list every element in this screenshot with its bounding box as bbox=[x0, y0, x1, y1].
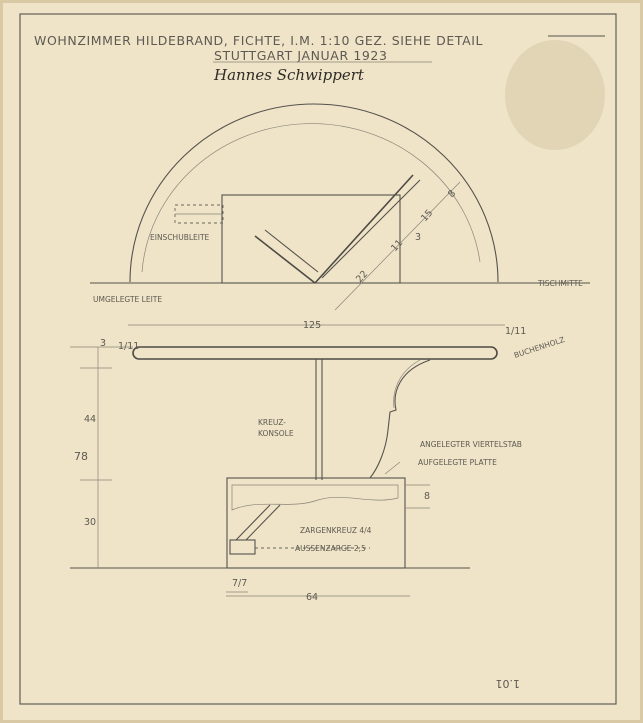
dim-8-plate: 8 bbox=[424, 491, 431, 502]
dim-3-top: 3 bbox=[100, 338, 107, 349]
title-line-1: WOHNZIMMER HILDEBRAND, FICHTE, I.M. 1:10 GEZ. SIEHE DETAIL bbox=[34, 33, 484, 48]
dim-1-11-left: 1/11 bbox=[118, 341, 140, 352]
dim-64: 64 bbox=[306, 592, 319, 603]
label-viertelstab: ANGELEGTER VIERTELSTAB bbox=[420, 440, 522, 449]
dim-8: 8 bbox=[446, 188, 459, 201]
label-umgelegte-leiste: UMGELEGTE LEITE bbox=[93, 295, 163, 304]
dim-44: 44 bbox=[84, 414, 97, 425]
dim-78: 78 bbox=[74, 450, 88, 463]
label-aussenzarge: AUSSENZARGE 2,5 bbox=[295, 544, 366, 553]
label-kreuz-1: KREUZ- bbox=[258, 418, 286, 427]
label-buchenholz: BUCHENHOLZ bbox=[512, 335, 566, 360]
dim-3: 3 bbox=[415, 232, 422, 243]
signature: Hannes Schwippert bbox=[214, 66, 364, 84]
dim-125: 125 bbox=[303, 320, 322, 331]
label-einschubleiste: EINSCHUBLEITE bbox=[150, 233, 210, 242]
label-tischmitte: TISCHMITTE bbox=[538, 279, 583, 288]
paper-stain bbox=[505, 40, 605, 150]
dim-15: 15 bbox=[419, 207, 436, 225]
label-kreuz-2: KONSOLE bbox=[258, 429, 294, 438]
dim-30: 30 bbox=[84, 517, 97, 528]
dim-11: 11 bbox=[389, 237, 406, 255]
sheet-number: 1.01 bbox=[495, 677, 520, 690]
dim-22: 22 bbox=[354, 268, 371, 286]
title-line-2: STUTTGART JANUAR 1923 bbox=[214, 48, 388, 63]
dim-1-11-right: 1/11 bbox=[505, 326, 527, 337]
dim-7-7: 7/7 bbox=[232, 578, 248, 589]
label-zargenkreuz: ZARGENKREUZ 4/4 bbox=[300, 526, 372, 535]
label-aufgelegte-platte: AUFGELEGTE PLATTE bbox=[418, 458, 497, 467]
